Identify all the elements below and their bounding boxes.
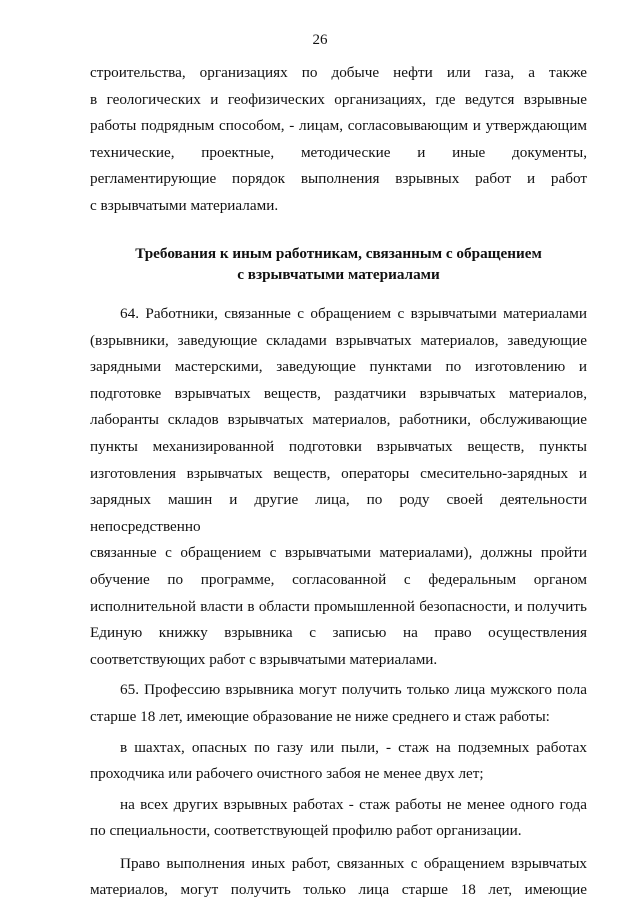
paragraph-line: подготовке взрывчатых веществ, раздатчики взрывчатых материалов, (90, 384, 587, 402)
paragraph-line: 64. Работники, связанные с обращением с взрывчатыми материалами (120, 305, 587, 322)
paragraph-line: на всех других взрывных работах - стаж работы не менее одного года (120, 795, 587, 813)
paragraph-line: проходчика или рабочего очистного забоя не менее двух лет; (90, 765, 484, 783)
paragraph-line: Право выполнения иных работ, связанных с обращением взрывчатых (120, 854, 587, 872)
paragraph-64 (90, 301, 587, 673)
section-heading (90, 243, 587, 285)
paragraph-line: (взрывники, заведующие складами взрывчатых материалов, заведующие (90, 331, 587, 349)
paragraph-line: соответствующих работ с взрывчатыми материалами. (90, 650, 438, 668)
paragraph-line: лаборанты складов взрывчатых материалов, работники, обслуживающие (90, 411, 587, 429)
intro-line: строительства, организациях по добыче нефти или газа, а также (90, 64, 587, 81)
section-body (90, 301, 587, 904)
mines-paragraph (90, 735, 587, 788)
paragraph-line: исполнительной власти в области промышленной безопасности, и получить (90, 597, 587, 615)
paragraph-65 (90, 677, 587, 730)
intro-line: работы подрядным способом, - лицам, согласовывающим и утверждающим (90, 117, 587, 135)
paragraph-line: в шахтах, опасных по газу или пыли, - стаж на подземных работах (120, 738, 587, 756)
paragraph-line: 65. Профессию взрывника могут получить только лица мужского пола (120, 681, 587, 699)
intro-line: регламентирующие порядок выполнения взрывных работ и работ (90, 170, 587, 188)
paragraph-line: старше 18 лет, имеющие образование не ниже среднего и стаж работы: (90, 707, 550, 725)
intro-line: с взрывчатыми материалами. (90, 196, 279, 214)
paragraph-line: пункты механизированной подготовки взрывчатых веществ, пункты (90, 437, 587, 455)
paragraph-line: материалов, могут получить только лица старше 18 лет, имеющие (90, 881, 587, 899)
paragraph-line: по специальности, соответствующей профилю работ организации. (90, 822, 522, 840)
heading-line: с взрывчатыми материалами (237, 266, 440, 283)
paragraph-line: зарядными мастерскими, заведующие пунктами по изготовлению и (90, 358, 587, 376)
intro-line: технические, проектные, методические и иные документы, (90, 143, 587, 161)
page-number: 26 (312, 32, 328, 48)
intro-line: в геологических и геофизических организациях, где ведутся взрывные (90, 90, 587, 108)
paragraph-line: изготовления взрывчатых веществ, операторы смесительно-зарядных и (90, 464, 587, 482)
paragraph-line: зарядных машин и другие лица, по роду своей деятельности непосредственно (90, 491, 587, 535)
paragraph-line: связанные с обращением с взрывчатыми материалами), должны пройти (90, 544, 587, 562)
intro-paragraph (90, 60, 587, 220)
heading-line: Требования к иным работникам, связанным с обращением (135, 245, 542, 262)
paragraph-line: обучение по программе, согласованной с федеральным органом (90, 570, 587, 588)
right-paragraph (90, 851, 587, 904)
paragraph-line: Единую книжку взрывника с записью на право осуществления (90, 624, 587, 642)
other-paragraph (90, 792, 587, 845)
